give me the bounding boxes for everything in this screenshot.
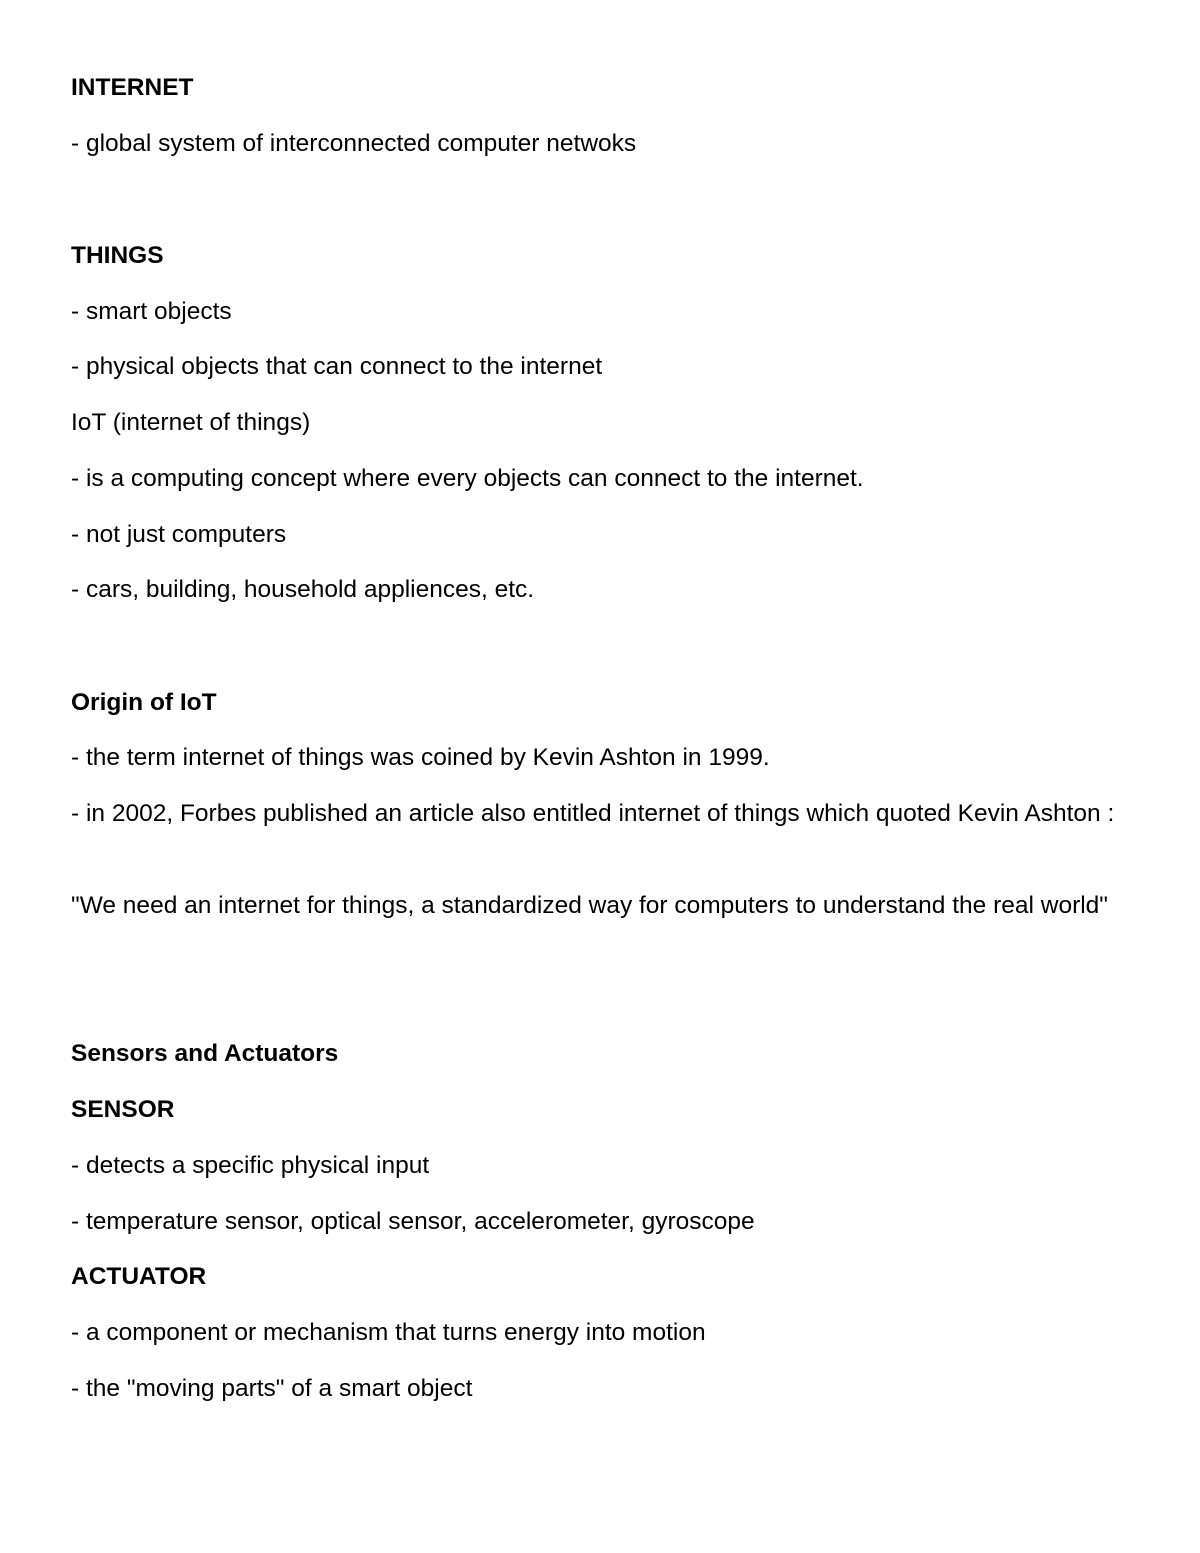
- heading-sensors-actuators: Sensors and Actuators: [71, 1040, 339, 1067]
- iot-line-2: - not just computers: [71, 521, 287, 548]
- heading-sensor: SENSOR: [71, 1096, 175, 1123]
- actuator-line-1: - a component or mechanism that turns energy into motion: [71, 1319, 706, 1346]
- iot-title: IoT (internet of things): [71, 409, 311, 436]
- things-line-1: - smart objects: [71, 298, 232, 325]
- sensor-line-2: - temperature sensor, optical sensor, accelerometer, gyroscope: [71, 1208, 755, 1235]
- actuator-line-2: - the "moving parts" of a smart object: [71, 1375, 473, 1402]
- iot-line-1: - is a computing concept where every objects can connect to the internet.: [71, 465, 864, 492]
- origin-line-2: - in 2002, Forbes published an article also entitled internet of things which quoted Kevin Ashton :: [71, 800, 1115, 827]
- sensor-line-1: - detects a specific physical input: [71, 1152, 430, 1179]
- heading-actuator: ACTUATOR: [71, 1263, 207, 1290]
- iot-line-3: - cars, building, household appliences, etc.: [71, 576, 535, 603]
- heading-origin: Origin of IoT: [71, 689, 217, 716]
- things-line-2: - physical objects that can connect to the internet: [71, 353, 603, 380]
- heading-things: THINGS: [71, 242, 164, 269]
- origin-line-1: - the term internet of things was coined by Kevin Ashton in 1999.: [71, 744, 770, 771]
- internet-definition: - global system of interconnected computer netwoks: [71, 130, 637, 157]
- heading-internet: INTERNET: [71, 74, 194, 101]
- origin-quote: "We need an internet for things, a standardized way for computers to understand the real world": [71, 892, 1108, 919]
